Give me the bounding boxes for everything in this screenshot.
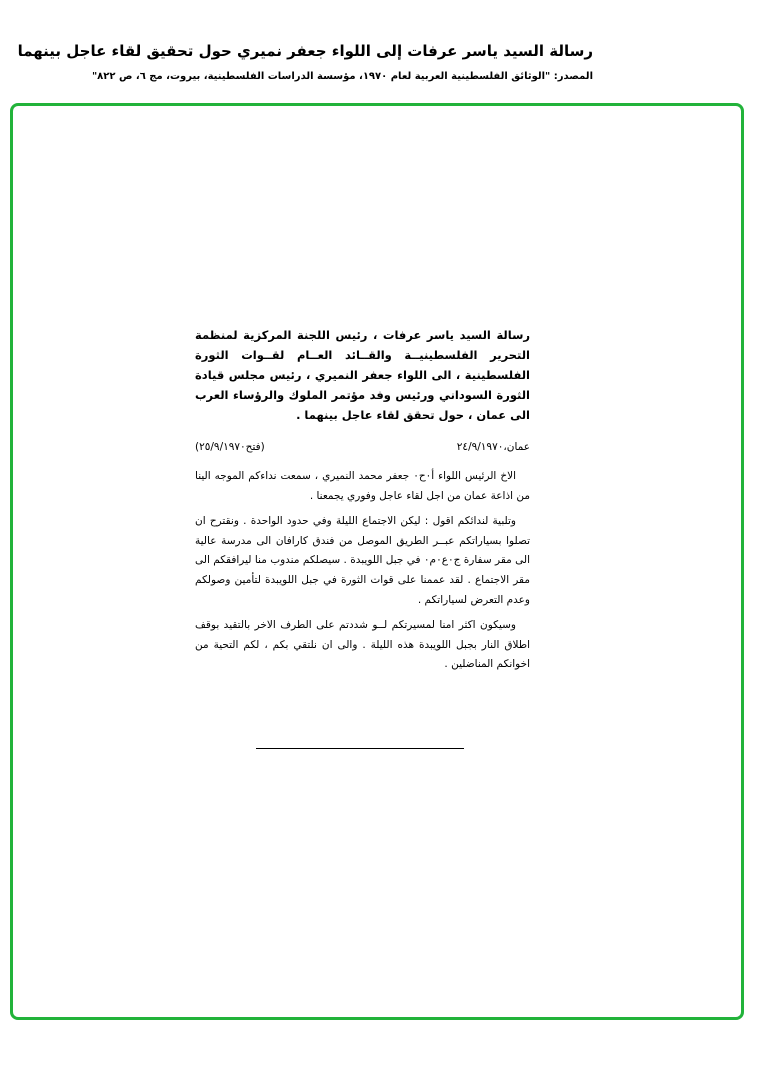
date-source: (فتح٢٥/٩/١٩٧٠) [195, 441, 265, 453]
paragraph-greeting: الاخ الرئيس اللواء أ٠ح٠ جعفر محمد النميري ، سمعت نداءكم الموجه الينا من اذاعة عمان من اجل لقاء عاجل وفوري يجمعنا . [195, 470, 530, 502]
letter-heading: رسالة السيد ياسر عرفات ، رئيس اللجنة المركزية لمنظمة التحرير الفلسطينيــة والقــائد العــام لقــوات الثورة الفلسطينية ، الى اللواء جعفر النميري ، رئيس مجلس قيادة الثورة السوداني ورئيس وفد مؤتمر الملوك والرؤساء العرب الى عمان ، حول تحقق لقاء عاجل بينهما . [195, 328, 530, 422]
date-place: عمان،٢٤/٩/١٩٧٠ [456, 441, 530, 453]
source-citation: المصدر: "الوثائق الفلسطينية العربية لعام ١٩٧٠، مؤسسة الدراسات الفلسطينية، بيروت، مج ٦، ص ٨٢٢" [91, 71, 593, 82]
page-title: رسالة السيد ياسر عرفات إلى اللواء جعفر نميري حول تحقيق لقاء عاجل بينهما [17, 42, 593, 60]
scanned-document [195, 325, 530, 681]
paragraph-meeting: وتلبية لندائكم اقول : ليكن الاجتماع الليلة وفي حدود الواحدة . ونقترح ان تصلوا بسياراتكم عبــر الطريق الموصل من فندق كارافان الى مدرسة عالية الى مقر سفارة ج٠ع٠م٠ في جبل اللويبدة . سيصلكم مندوب منا ليرافقكم الى مقر الاجتماع . لقد عممنا على قوات الثورة في جبل اللويبدة لتأمين وصولكم وعدم التعرض لسياراتكم . [195, 515, 530, 606]
dateline [195, 439, 530, 455]
end-divider [256, 748, 464, 749]
paragraph-closing: وسيكون اكثر امنا لمسيرتكم لــو شددتم على الطرف الاخر بالتقيد بوقف اطلاق النار بجبل اللويبدة هذه الليلة . والى ان نلتقي بكم ، لكم التحية من اخوانكم المناضلين . [195, 619, 530, 671]
